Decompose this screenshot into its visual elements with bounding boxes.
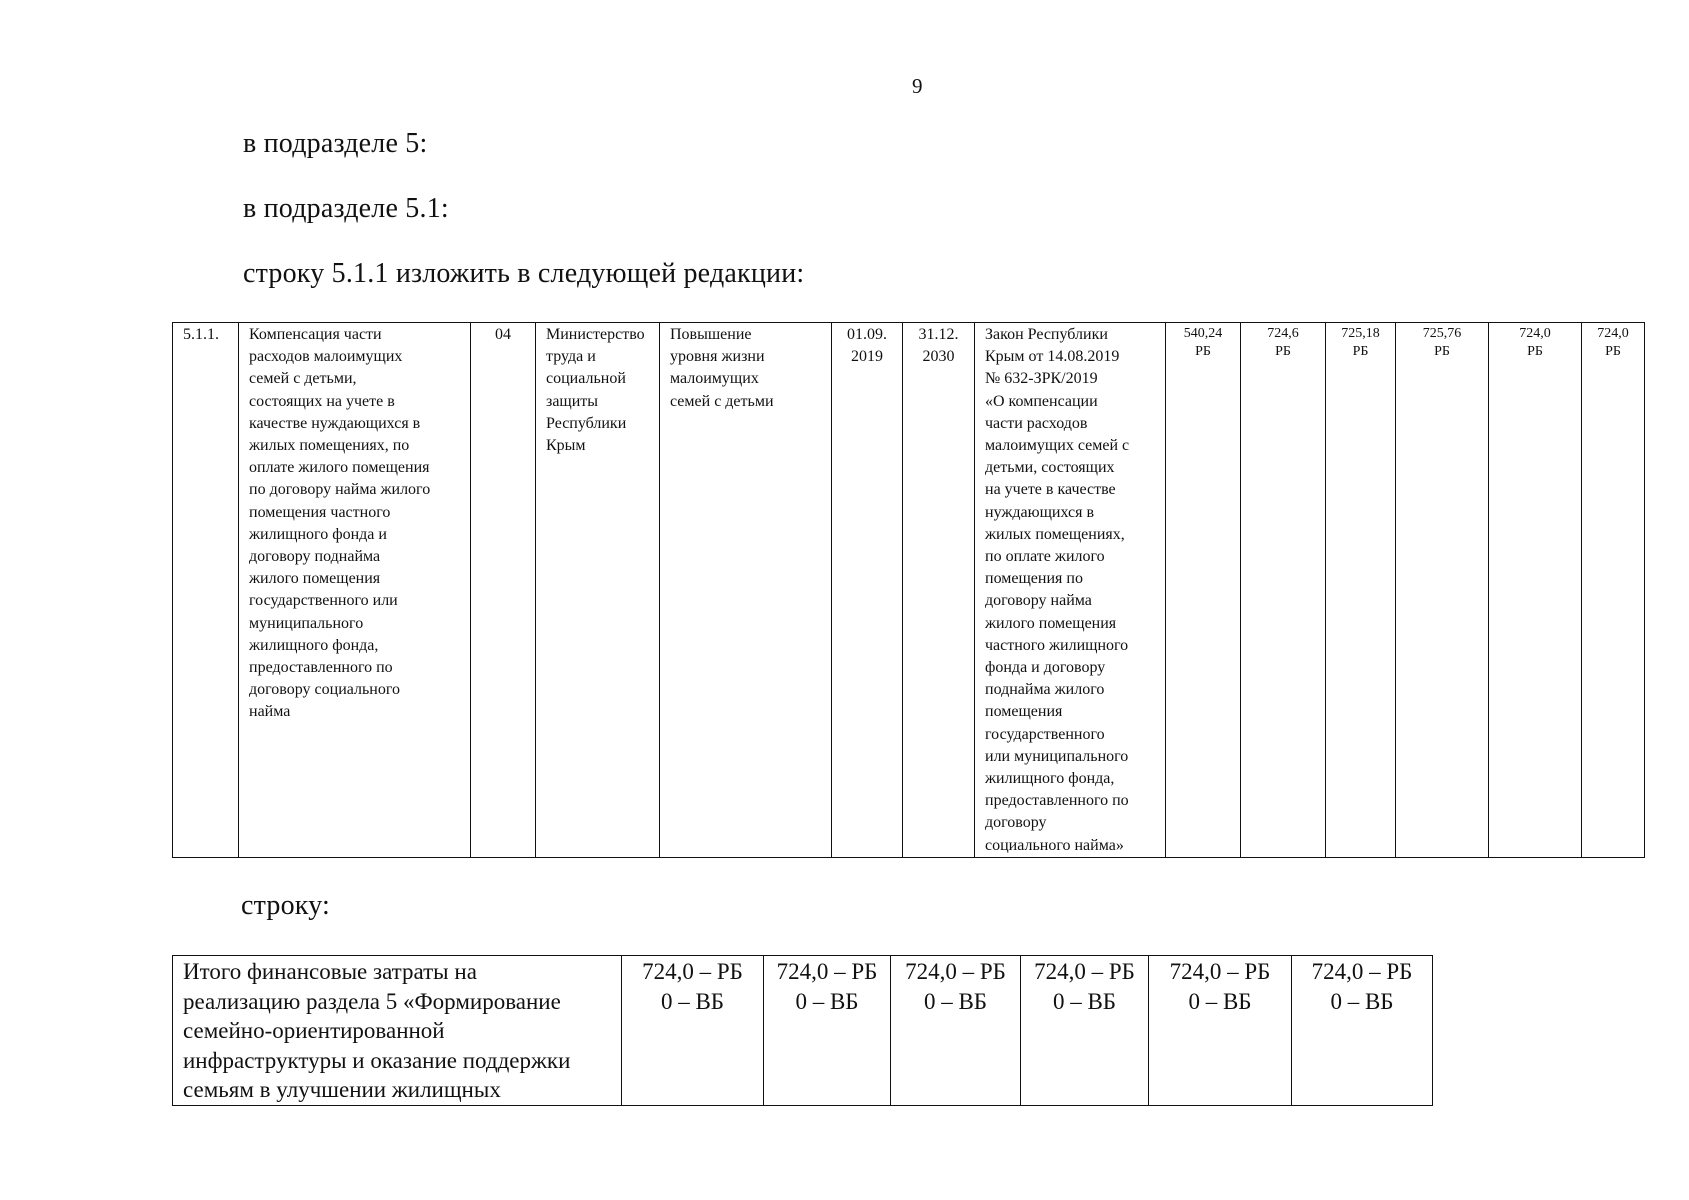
amount-cell: 724,0 РБ xyxy=(1489,323,1582,858)
table-row xyxy=(173,323,1645,858)
total-amount-cell: 724,0 – РБ 0 – ВБ xyxy=(1149,956,1292,1106)
code-cell: 04 xyxy=(471,323,536,858)
paragraph-subsection-5: в подразделе 5: xyxy=(243,128,428,159)
totals-table xyxy=(172,955,1433,1106)
totals-label-cell: Итого финансовые затраты на реализацию раздела 5 «Формирование семейно-ориентированной инфраструктуры и оказание поддержки семьям в улучшении жилищных xyxy=(173,956,622,1106)
table-row xyxy=(173,956,1433,1106)
executor-cell: Министерство труда и социальной защиты Республики Крым xyxy=(536,323,660,858)
amount-cell: 724,0 РБ xyxy=(1582,323,1645,858)
result-cell: Повышение уровня жизни малоимущих семей с детьми xyxy=(660,323,832,858)
amount-cell: 725,76 РБ xyxy=(1396,323,1489,858)
total-amount-cell: 724,0 – РБ 0 – ВБ xyxy=(891,956,1021,1106)
amount-cell: 540,24 РБ xyxy=(1166,323,1241,858)
end-date-cell: 31.12. 2030 xyxy=(903,323,975,858)
amount-cell: 724,6 РБ xyxy=(1241,323,1326,858)
total-amount-cell: 724,0 – РБ 0 – ВБ xyxy=(1021,956,1149,1106)
amount-cell: 725,18 РБ xyxy=(1326,323,1396,858)
total-amount-cell: 724,0 – РБ 0 – ВБ xyxy=(622,956,764,1106)
paragraph-row-5-1-1-instruction: строку 5.1.1 изложить в следующей редакции: xyxy=(243,258,805,289)
paragraph-row-label: строку: xyxy=(241,890,331,921)
paragraph-subsection-5-1: в подразделе 5.1: xyxy=(243,193,449,224)
legal-basis-cell: Закон Республики Крым от 14.08.2019 № 632-ЗРК/2019 «О компенсации части расходов малоимущих семей с детьми, состоящих на учете в качестве нуждающихся в жилых помещениях, по оплате жилого помещения по договору найма жилого помещения частного жилищного фонда и договору поднайма жилого помещения государственного или муниципального жилищного фонда, предоставленного по договору социального найма» xyxy=(975,323,1166,858)
total-amount-cell: 724,0 – РБ 0 – ВБ xyxy=(764,956,891,1106)
total-amount-cell: 724,0 – РБ 0 – ВБ xyxy=(1292,956,1433,1106)
row-number-cell: 5.1.1. xyxy=(173,323,239,858)
page-number: 9 xyxy=(912,74,923,98)
measure-name-cell: Компенсация части расходов малоимущих семей с детьми, состоящих на учете в качестве нуждающихся в жилых помещениях, по оплате жилого помещения по договору найма жилого помещения частного жилищного фонда и договору поднайма жилого помещения государственного или муниципального жилищного фонда, предоставленного по договору социального найма xyxy=(239,323,471,858)
measures-table xyxy=(172,322,1645,858)
start-date-cell: 01.09. 2019 xyxy=(832,323,903,858)
